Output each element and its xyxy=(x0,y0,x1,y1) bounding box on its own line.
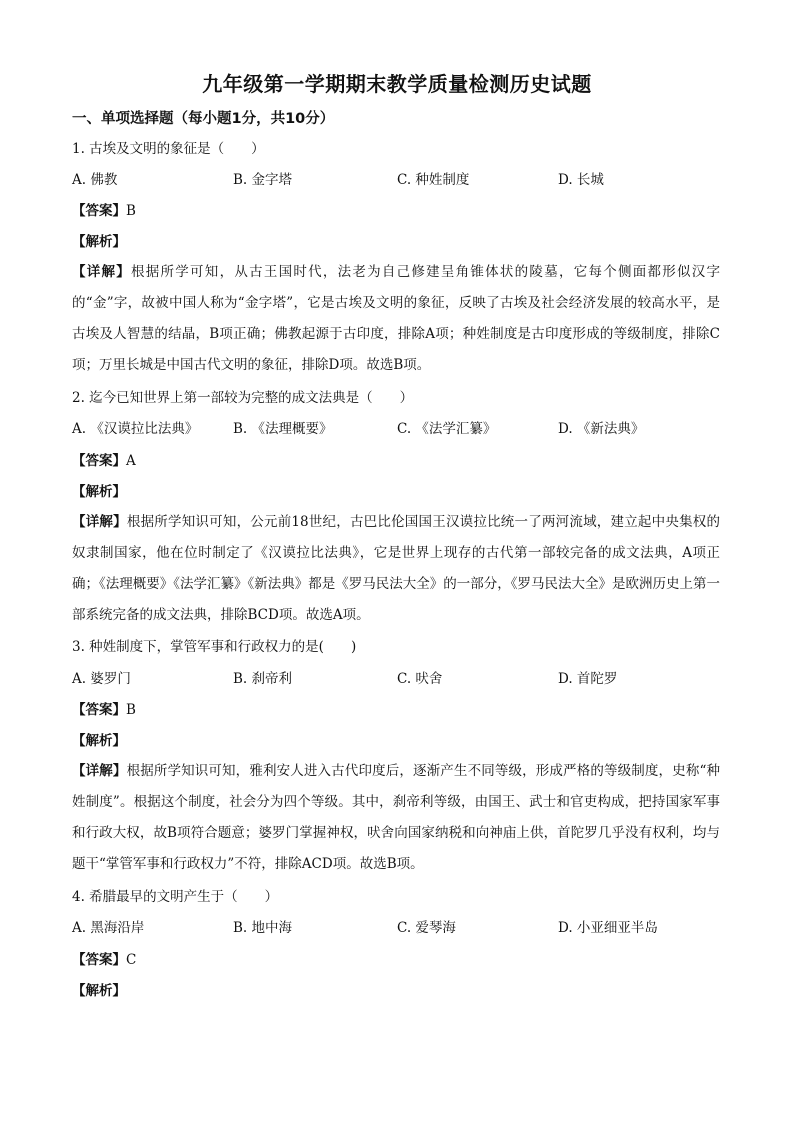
detail-text: 根据所学知识可知，雅利安人进入古代印度后，逐渐产生不同等级，形成严格的等级制度，史称“种姓制度”。根据这个制度，社会分为四个等级。其中，刹帝利等级，由国王、武士和官吏构成，把持国家军事和行政大权，故B项符合题意；婆罗门掌握神权，吠舍向国家纳税和向神庙上供，首陀罗几乎没有权利，均与题干“掌管军事和行政权力”不符，排除ACD项。故选B项。 xyxy=(72,763,720,872)
detail-text: 根据所学可知，从古王国时代，法老为自己修建呈角锥体状的陵墓，它每个侧面都形似汉字的“金”字，故被中国人称为“金字塔”，它是古埃及文明的象征，反映了古埃及社会经济发展的较高水平，是古埃及人智慧的结晶，B项正确；佛教起源于古印度，排除A项；种姓制度是古印度形成的等级制度，排除C项；万里长城是中国古代文明的象征，排除D项。故选B项。 xyxy=(72,264,721,373)
answer-value: C xyxy=(126,952,137,968)
q3-analysis-tag xyxy=(72,731,126,751)
q4-option-d: D. 小亚细亚半岛 xyxy=(558,920,658,936)
answer-value: B xyxy=(126,203,136,219)
q2-option-d: D. 《新法典》 xyxy=(558,421,645,437)
q3-option-d: D. 首陀罗 xyxy=(558,671,618,687)
q3-option-c: C. 吠舍 xyxy=(397,671,443,687)
page-title: 九年级第一学期期末教学质量检测历史试题 xyxy=(202,72,592,96)
q1-option-b: B. 金字塔 xyxy=(233,172,293,188)
q4-analysis-tag xyxy=(72,981,126,1001)
question-1-stem: 1. 古埃及文明的象征是（ ） xyxy=(72,141,265,157)
question-3-stem: 3. 种姓制度下，掌管军事和行政权力的是( ) xyxy=(72,639,357,655)
analysis-tag: 【解析】 xyxy=(72,234,126,250)
q4-option-b: B. 地中海 xyxy=(233,920,293,936)
detail-text: 根据所学知识可知，公元前18世纪，古巴比伦国国王汉谟拉比统一了两河流域，建立起中央集权的奴隶制国家，他在位时制定了《汉谟拉比法典》，它是世界上现存的古代第一部较完备的成文法典，A项正确；《法理概要》《法学汇纂》《新法典》都是《罗马民法大全》的一部分，《罗马民法大全》是欧洲历史上第一部系统完备的成文法典，排除BCD项。故选A项。 xyxy=(72,514,720,623)
answer-tag: 【答案】 xyxy=(72,952,126,968)
q2-option-b: B. 《法理概要》 xyxy=(233,421,333,437)
detail-tag: 【详解】 xyxy=(72,514,127,530)
q1-detail xyxy=(72,257,720,381)
q1-answer xyxy=(72,201,136,221)
analysis-tag: 【解析】 xyxy=(72,733,126,749)
q4-answer xyxy=(72,950,136,970)
q2-detail xyxy=(72,507,720,631)
q3-option-b: B. 刹帝利 xyxy=(233,671,293,687)
q3-answer xyxy=(72,700,136,720)
q1-option-c: C. 种姓制度 xyxy=(397,172,470,188)
q2-answer xyxy=(72,451,136,471)
q2-option-c: C. 《法学汇纂》 xyxy=(397,421,497,437)
answer-tag: 【答案】 xyxy=(72,702,126,718)
question-2-stem: 2. 迄今已知世界上第一部较为完整的成文法典是（ ） xyxy=(72,390,414,406)
q2-analysis-tag xyxy=(72,482,126,502)
answer-tag: 【答案】 xyxy=(72,453,126,469)
answer-value: B xyxy=(126,702,136,718)
section-heading: 一、单项选择题（每小题1分，共10分） xyxy=(72,111,335,127)
analysis-tag: 【解析】 xyxy=(72,484,126,500)
detail-tag: 【详解】 xyxy=(72,264,132,280)
q1-analysis-tag xyxy=(72,232,126,252)
answer-tag: 【答案】 xyxy=(72,203,126,219)
q3-detail xyxy=(72,756,720,880)
detail-tag: 【详解】 xyxy=(72,763,127,779)
answer-value: A xyxy=(126,453,136,469)
q3-option-a: A. 婆罗门 xyxy=(72,671,131,687)
q1-option-a: A. 佛教 xyxy=(72,172,118,188)
q4-option-a: A. 黑海沿岸 xyxy=(72,920,145,936)
q4-option-c: C. 爱琴海 xyxy=(397,920,456,936)
question-4-stem: 4. 希腊最早的文明产生于（ ） xyxy=(72,889,279,905)
q1-option-d: D. 长城 xyxy=(558,172,604,188)
analysis-tag: 【解析】 xyxy=(72,983,126,999)
q2-option-a: A. 《汉谟拉比法典》 xyxy=(72,421,199,437)
